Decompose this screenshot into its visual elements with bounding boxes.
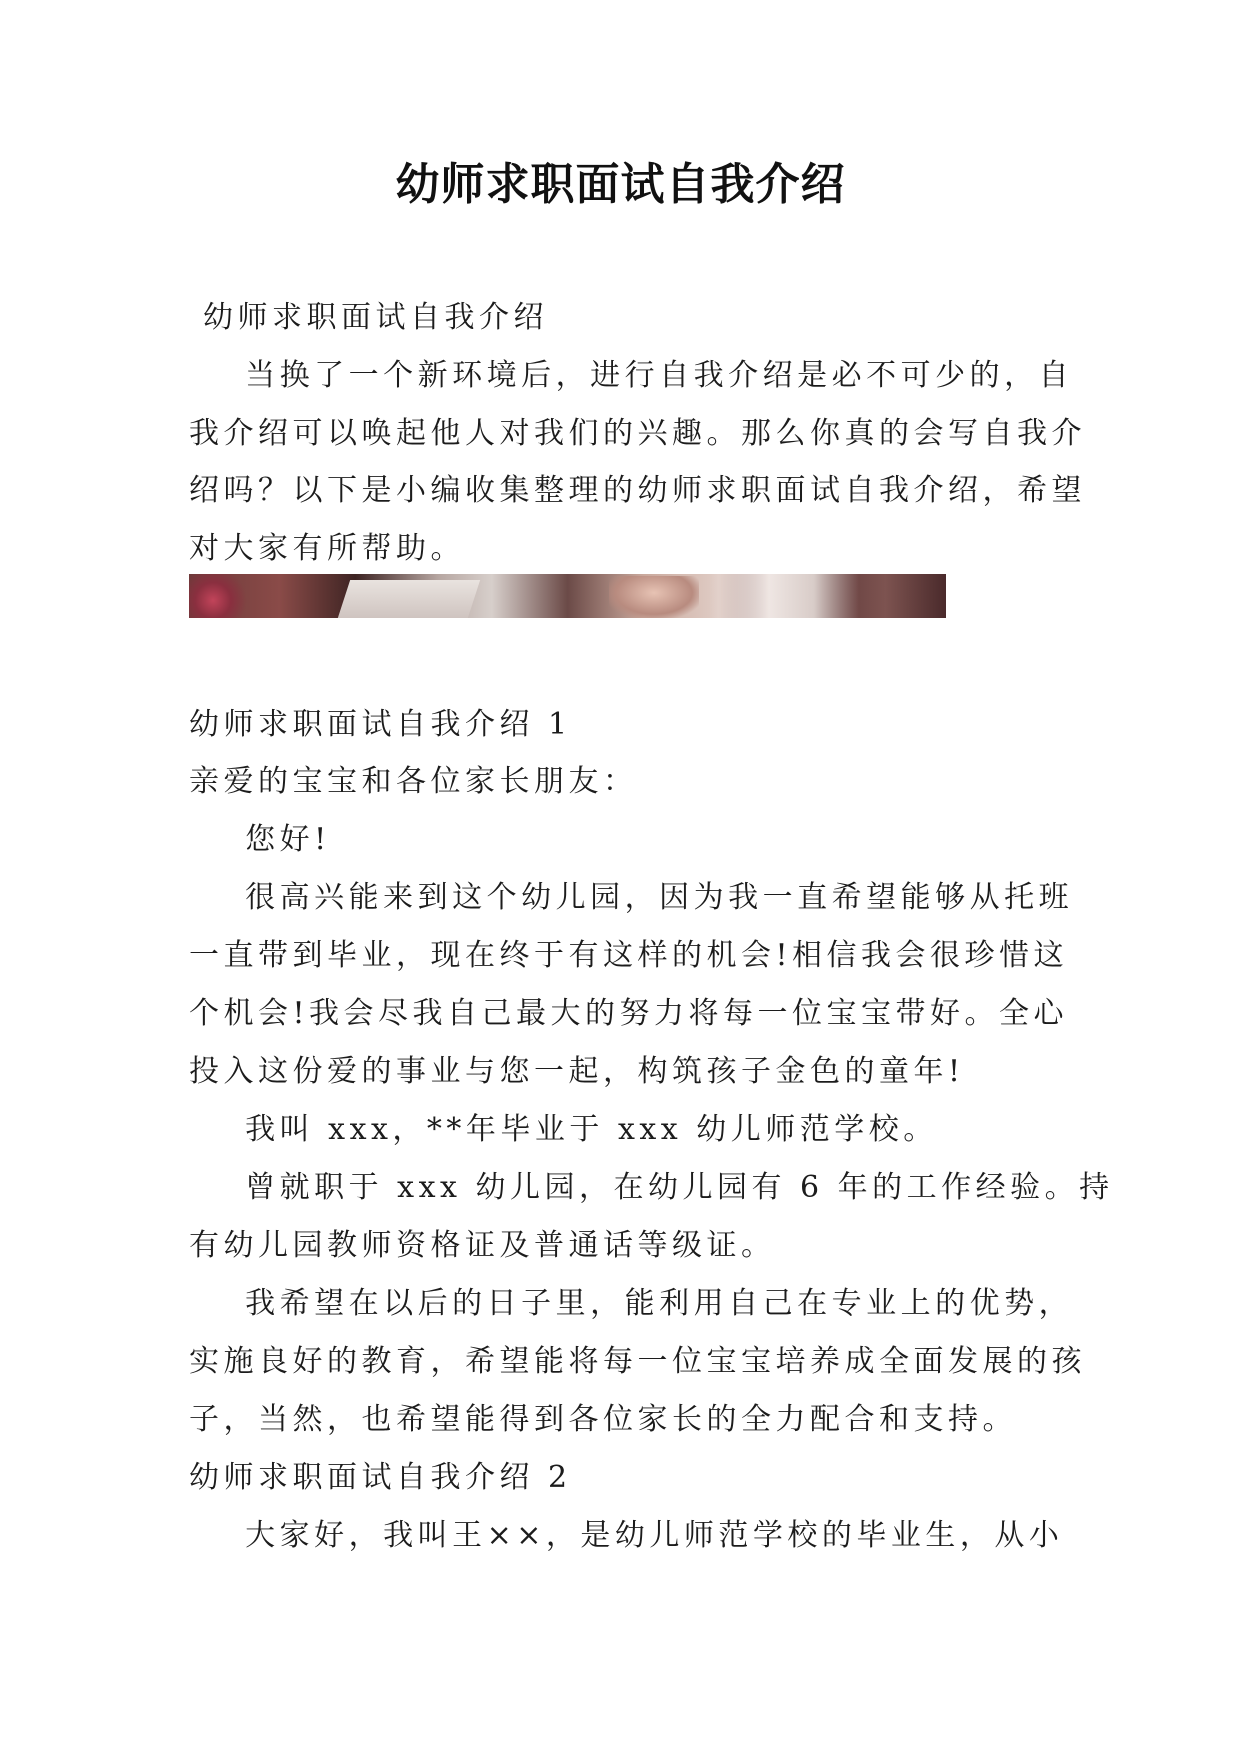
text-line: 当换了一个新环境后，进行自我介绍是必不可少的，自	[189, 358, 1074, 393]
text-line: 子，当然，也希望能得到各位家长的全力配合和支持。	[189, 1402, 1017, 1437]
subtitle-line: 幼师求职面试自我介绍	[189, 300, 549, 335]
text-line: 我叫 xxx，**年毕业于 xxx 幼儿师范学校。	[189, 1112, 938, 1147]
text-line: 实施良好的教育，希望能将每一位宝宝培养成全面发展的孩	[189, 1344, 1086, 1379]
text-line: 个机会!我会尽我自己最大的努力将每一位宝宝带好。全心	[189, 996, 1069, 1031]
text-line: 您好!	[189, 822, 331, 857]
text-line: 很高兴能来到这个幼儿园，因为我一直希望能够从托班	[189, 880, 1074, 915]
cropped-photo	[189, 574, 946, 618]
text-line: 我介绍可以唤起他人对我们的兴趣。那么你真的会写自我介	[189, 416, 1086, 451]
text-line: 绍吗？以下是小编收集整理的幼师求职面试自我介绍，希望	[189, 473, 1086, 508]
section-heading-1: 幼师求职面试自我介绍 1	[189, 707, 572, 742]
text-line: 曾就职于 xxx 幼儿园，在幼儿园有 6 年的工作经验。持	[189, 1170, 1114, 1205]
text-line: 一直带到毕业，现在终于有这样的机会!相信我会很珍惜这	[189, 938, 1069, 973]
document-title: 幼师求职面试自我介绍	[395, 159, 846, 210]
section-heading-2: 幼师求职面试自我介绍 2	[189, 1460, 572, 1495]
text-line: 有幼儿园教师资格证及普通话等级证。	[189, 1228, 776, 1263]
text-line: 我希望在以后的日子里，能利用自己在专业上的优势，	[189, 1286, 1074, 1321]
text-line: 亲爱的宝宝和各位家长朋友：	[189, 764, 638, 799]
text-line: 大家好，我叫王××，是幼儿师范学校的毕业生，从小	[189, 1518, 1064, 1553]
text-line: 投入这份爱的事业与您一起，构筑孩子金色的童年!	[189, 1054, 965, 1089]
text-line: 对大家有所帮助。	[189, 531, 465, 566]
